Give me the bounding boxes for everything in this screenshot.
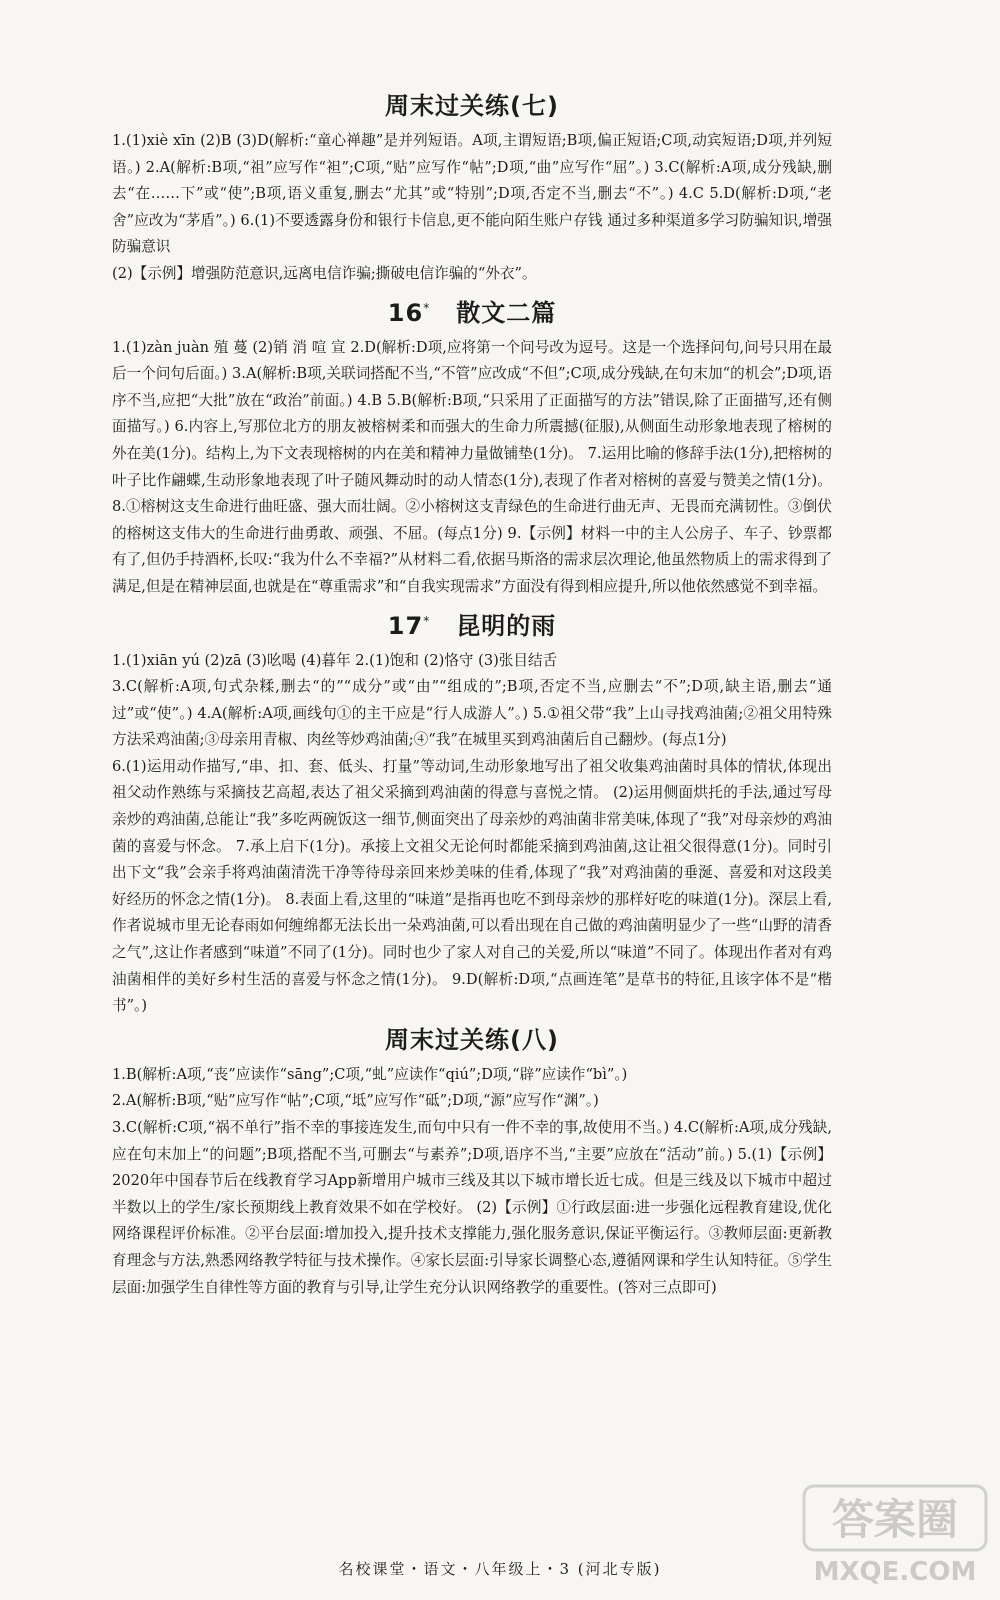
answer-paragraph: 1.(1)xiān yú (2)zā (3)吆喝 (4)暮年 2.(1)饱和 (2)恪守 (3)张目结舌	[112, 651, 558, 669]
answer-paragraph: 2.A(解析:B项,“贴”应写作“帖”;C项,“坻”应写作“砥”;D项,“源”应写作“渊”。)	[112, 1092, 599, 1110]
watermark-url: MXQE.COM	[813, 1557, 977, 1587]
section-16	[112, 292, 832, 601]
answer-paragraph: 1.(1)zàn juàn 殖 蔓 (2)销 消 喧 宣 2.D(解析:D项,应将第一个问号改为逗号。这是一个选择问句,问号只用在最后一个问句后面。) 3.A(解析:B项,关联词搭配不当,“不管”应改成“不但”;C项,成分残缺,在句末加“的机会”;D项,语序不当,应把“大批”放在“政治”前面。) 4.B 5.B(解析:B项,“只采用了正面描写的方法”错误,除了正面描写,还有侧面描写。) 6.内容上,写那位北方的朋友被榕树柔和而强大的生命力所震撼(征服),从侧面生动形象地表现了榕树的外在美(1分)。结构上,为下文表现榕树的内在美和精神力量做铺垫(1分)。 7.运用比喻的修辞手法(1分),把榕树的叶子比作翩蝶,生动形象地表现了叶子随风舞动时的动人情态(1分),表现了作者对榕树的喜爱与赞美之情(1分)。 8.①榕树这支生命进行曲旺盛、强大而壮阔。②小榕树这支青绿色的生命进行曲无声、无畏而充满韧性。③倒伏的榕树这支伟大的生命进行曲勇敢、顽强、不屈。(每点1分) 9.【示例】材料一中的主人公房子、车子、钞票都有了,但仍手持酒杯,长叹:“我为什么不幸福?”从材料二看,依据马斯洛的需求层次理论,他虽然物质上的需求得到了满足,但是在精神层面,也就是在“尊重需求”和“自我实现需求”方面没有得到相应提升,所以他依然感觉不到幸福。	[112, 338, 832, 595]
section-weekend-7	[112, 90, 832, 288]
answer-paragraph: 3.C(解析:C项,“祸不单行”指不幸的事接连发生,而句中只有一件不幸的事,故使用不当。) 4.C(解析:A项,成分残缺,应在句末加上“的问题”;B项,搭配不当,可删去“与素养”;D项,语序不当,“主要”应放在“活动”前。) 5.(1)【示例】2020年中国春节后在线教育学习App新增用户城市三线及其以下城市增长近七成。但是三线及以下城市中超过半数以上的学生/家长预期线上教育效果不如在学校好。 (2)【示例】①行政层面:进一步强化远程教育建设,优化网络课程评价标准。②平台层面:增加投入,提升技术支撑能力,强化服务意识,保证平衡运行。③教师层面:更新教育理念与方法,熟悉网络教学特征与技术操作。④家长层面:引导家长调整心态,遵循网课和学生认知特征。⑤学生层面:加强学生自律性等方面的教育与引导,让学生充分认识网络教学的重要性。(答对三点即可)	[112, 1119, 832, 1296]
section-weekend-8	[112, 1024, 832, 1301]
section-title: 16* 散文二篇	[387, 298, 557, 327]
answer-paragraph: (2)【示例】增强防范意识,远离电信诈骗;撕破电信诈骗的“外衣”。	[112, 264, 537, 282]
answer-paragraph: 3.C(解析:A项,句式杂糅,删去“的”“成分”或“由”“组成的”;B项,否定不当,应删去“不”;D项,缺主语,删去“通过”或“使”。) 4.A(解析:A项,画线句①的主干应是“行人成游人”。) 5.①祖父带“我”上山寻找鸡油菌;②祖父用特殊方法采鸡油菌;③母亲用青椒、肉丝等炒鸡油菌;④“我”在城里买到鸡油菌后自己翻炒。(每点1分)	[112, 678, 832, 749]
lesson-number: 17*	[387, 611, 431, 640]
answer-paragraph: 1.(1)xiè xīn (2)B (3)D(解析:“童心禅趣”是并列短语。A项,主谓短语;B项,偏正短语;C项,动宾短语;D项,并列短语。) 2.A(解析:B项,“祖”应写作“袒”;C项,“贴”应写作“帖”;D项,“曲”应写作“屈”。) 3.C(解析:A项,成分残缺,删去“在……下”或“使”;B项,语义重复,删去“尤其”或“特别”;D项,否定不当,删去“不”。) 4.C 5.D(解析:D项,“老舍”应改为“茅盾”。) 6.(1)不要透露身份和银行卡信息,更不能向陌生账户存钱 通过多种渠道多学习防骗知识,增强防骗意识	[112, 132, 832, 256]
answer-paragraph: 6.(1)运用动作描写,“串、扣、套、低头、打量”等动词,生动形象地写出了祖父收集鸡油菌时具体的情状,体现出祖父动作熟练与采摘技艺高超,表达了祖父采摘到鸡油菌的得意与喜悦之情。 (2)运用侧面烘托的手法,通过写母亲炒的鸡油菌,总能让“我”多吃两碗饭这一细节,侧面突出了母亲炒的鸡油菌非常美味,体现了“我”对母亲炒的鸡油菌的喜爱与怀念。 7.承上启下(1分)。承接上文祖父无论何时都能采摘到鸡油菌,这让祖父很得意(1分)。同时引出下文“我”会亲手将鸡油菌清洗干净等待母亲回来炒美味的佳肴,体现了“我”对鸡油菌的垂涎、喜爱和对这段美好经历的怀念之情(1分)。 8.表面上看,这里的“味道”是指再也吃不到母亲炒的那样好吃的味道(1分)。深层上看,作者说城市里无论春雨如何缠绵都无法长出一朵鸡油菌,可以看出现在自己做的鸡油菌明显少了一些“山野的清香之气”,这让作者感到“味道”不同了(1分)。同时也少了家人对自己的关爱,所以“味道”不同了。体现出作者对有鸡油菌相伴的美好乡村生活的喜爱与怀念之情(1分)。 9.D(解析:D项,“点画连笔”是草书的特征,且该字体不是“楷书”。)	[112, 757, 832, 1015]
section-title: 周末过关练(七)	[385, 92, 559, 120]
section-title: 17* 昆明的雨	[387, 611, 557, 640]
lesson-number: 16*	[387, 298, 431, 327]
answer-page	[112, 86, 832, 1301]
section-title: 周末过关练(八)	[385, 1025, 559, 1054]
page-footer: 名校课堂・语文・八年级上・3 (河北专版)	[338, 1560, 662, 1578]
watermark-text: 答案圈	[831, 1495, 959, 1544]
section-17	[112, 605, 832, 1020]
answer-paragraph: 1.B(解析:A项,“丧”应读作“sāng”;C项,“虬”应读作“qiú”;D项,“辟”应读作“bì”。)	[112, 1065, 628, 1083]
watermark-logo	[800, 1480, 990, 1590]
